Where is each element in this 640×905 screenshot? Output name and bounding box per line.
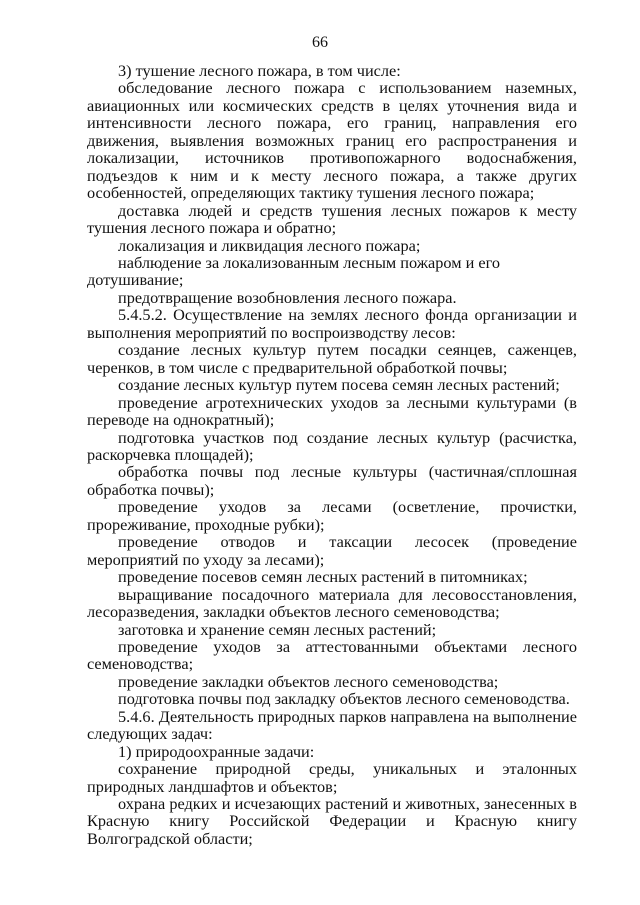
paragraph-nature-preservation: сохранение природной среды, уникальных и эталонных природных ландшафтов и объектов; — [87, 759, 577, 796]
paragraph-forest-care: проведение уходов за лесами (осветление, прочистки, прореживание, проходные рубки); — [87, 497, 577, 534]
paragraph-section-5-4-5-2: 5.4.5.2. Осуществление на землях лесного фонда организации и выполнения мероприятий по воспроизводству лесов: — [87, 305, 577, 342]
paragraph-seed-storage: заготовка и хранение семян лесных растений; — [118, 619, 437, 639]
paragraph-soil-treatment: обработка почвы под лесные культуры (частичная/сплошная обработка почвы); — [87, 462, 577, 499]
paragraph-monitoring: наблюдение за локализованным лесным пожаром и его дотушивание; — [87, 252, 500, 290]
paragraph-agrotechnical-care: проведение агротехнических уходов за лесными культурами (в переводе на однократный); — [87, 392, 577, 430]
paragraph-fire-inspection: обследование лесного пожара с использованием наземных, авиационных или космических средств в целях уточнения вида и интенсивности лесного пожара, его границ, направления его движения, выявления возможных границ его распространения и локализации, источников противопожарного водоснабжения, подъездов к ним и к месту лесного пожара, а также других особенностей, определяющих тактику тушения лесного пожара; — [87, 78, 577, 203]
paragraph-allotment-taxation: проведение отводов и таксации лесосек (проведение мероприятий по уходу за лесами); — [87, 532, 577, 569]
paragraph-nursery-sowing: проведение посевов семян лесных растений в питомниках; — [118, 567, 528, 587]
paragraph-fire-suppression-heading: 3) тушение лесного пожара, в том числе: — [118, 61, 401, 80]
document-body — [87, 62, 577, 847]
paragraph-seeding: создание лесных культур путем посева семян лесных растений; — [118, 375, 560, 395]
paragraph-site-preparation: подготовка участков под создание лесных культур (расчистка, раскорчевка площадей); — [87, 427, 577, 464]
paragraph-conservation-tasks: 1) природоохранные задачи: — [118, 741, 315, 761]
paragraph-localization: локализация и ликвидация лесного пожара; — [118, 235, 421, 255]
paragraph-rare-species-protection: охрана редких и исчезающих растений и животных, занесенных в Красную книгу Российской Федерации и Красную книгу Волгоградской области; — [87, 794, 577, 848]
page-number: 66 — [312, 34, 328, 51]
paragraph-seedling-growing: выращивание посадочного материала для лесовосстановления, лесоразведения, закладки объектов лесного семеноводства; — [87, 584, 577, 622]
paragraph-delivery: доставка людей и средств тушения лесных пожаров к месту тушения лесного пожара и обратно; — [87, 200, 577, 238]
paragraph-planting: создание лесных культур путем посадки сеянцев, саженцев, черенков, в том числе с предварительной обработкой почвы; — [87, 340, 577, 377]
paragraph-soil-preparation: подготовка почвы под закладку объектов лесного семеноводства. — [118, 689, 570, 709]
paragraph-prevention: предотвращение возобновления лесного пожара. — [118, 287, 457, 307]
paragraph-certified-objects-care: проведение уходов за аттестованными объектами лесного семеноводства; — [87, 636, 577, 674]
paragraph-section-5-4-6: 5.4.6. Деятельность природных парков направлена на выполнение следующих задач: — [87, 706, 577, 744]
paragraph-seed-objects-establishment: проведение закладки объектов лесного семеноводства; — [118, 671, 499, 691]
